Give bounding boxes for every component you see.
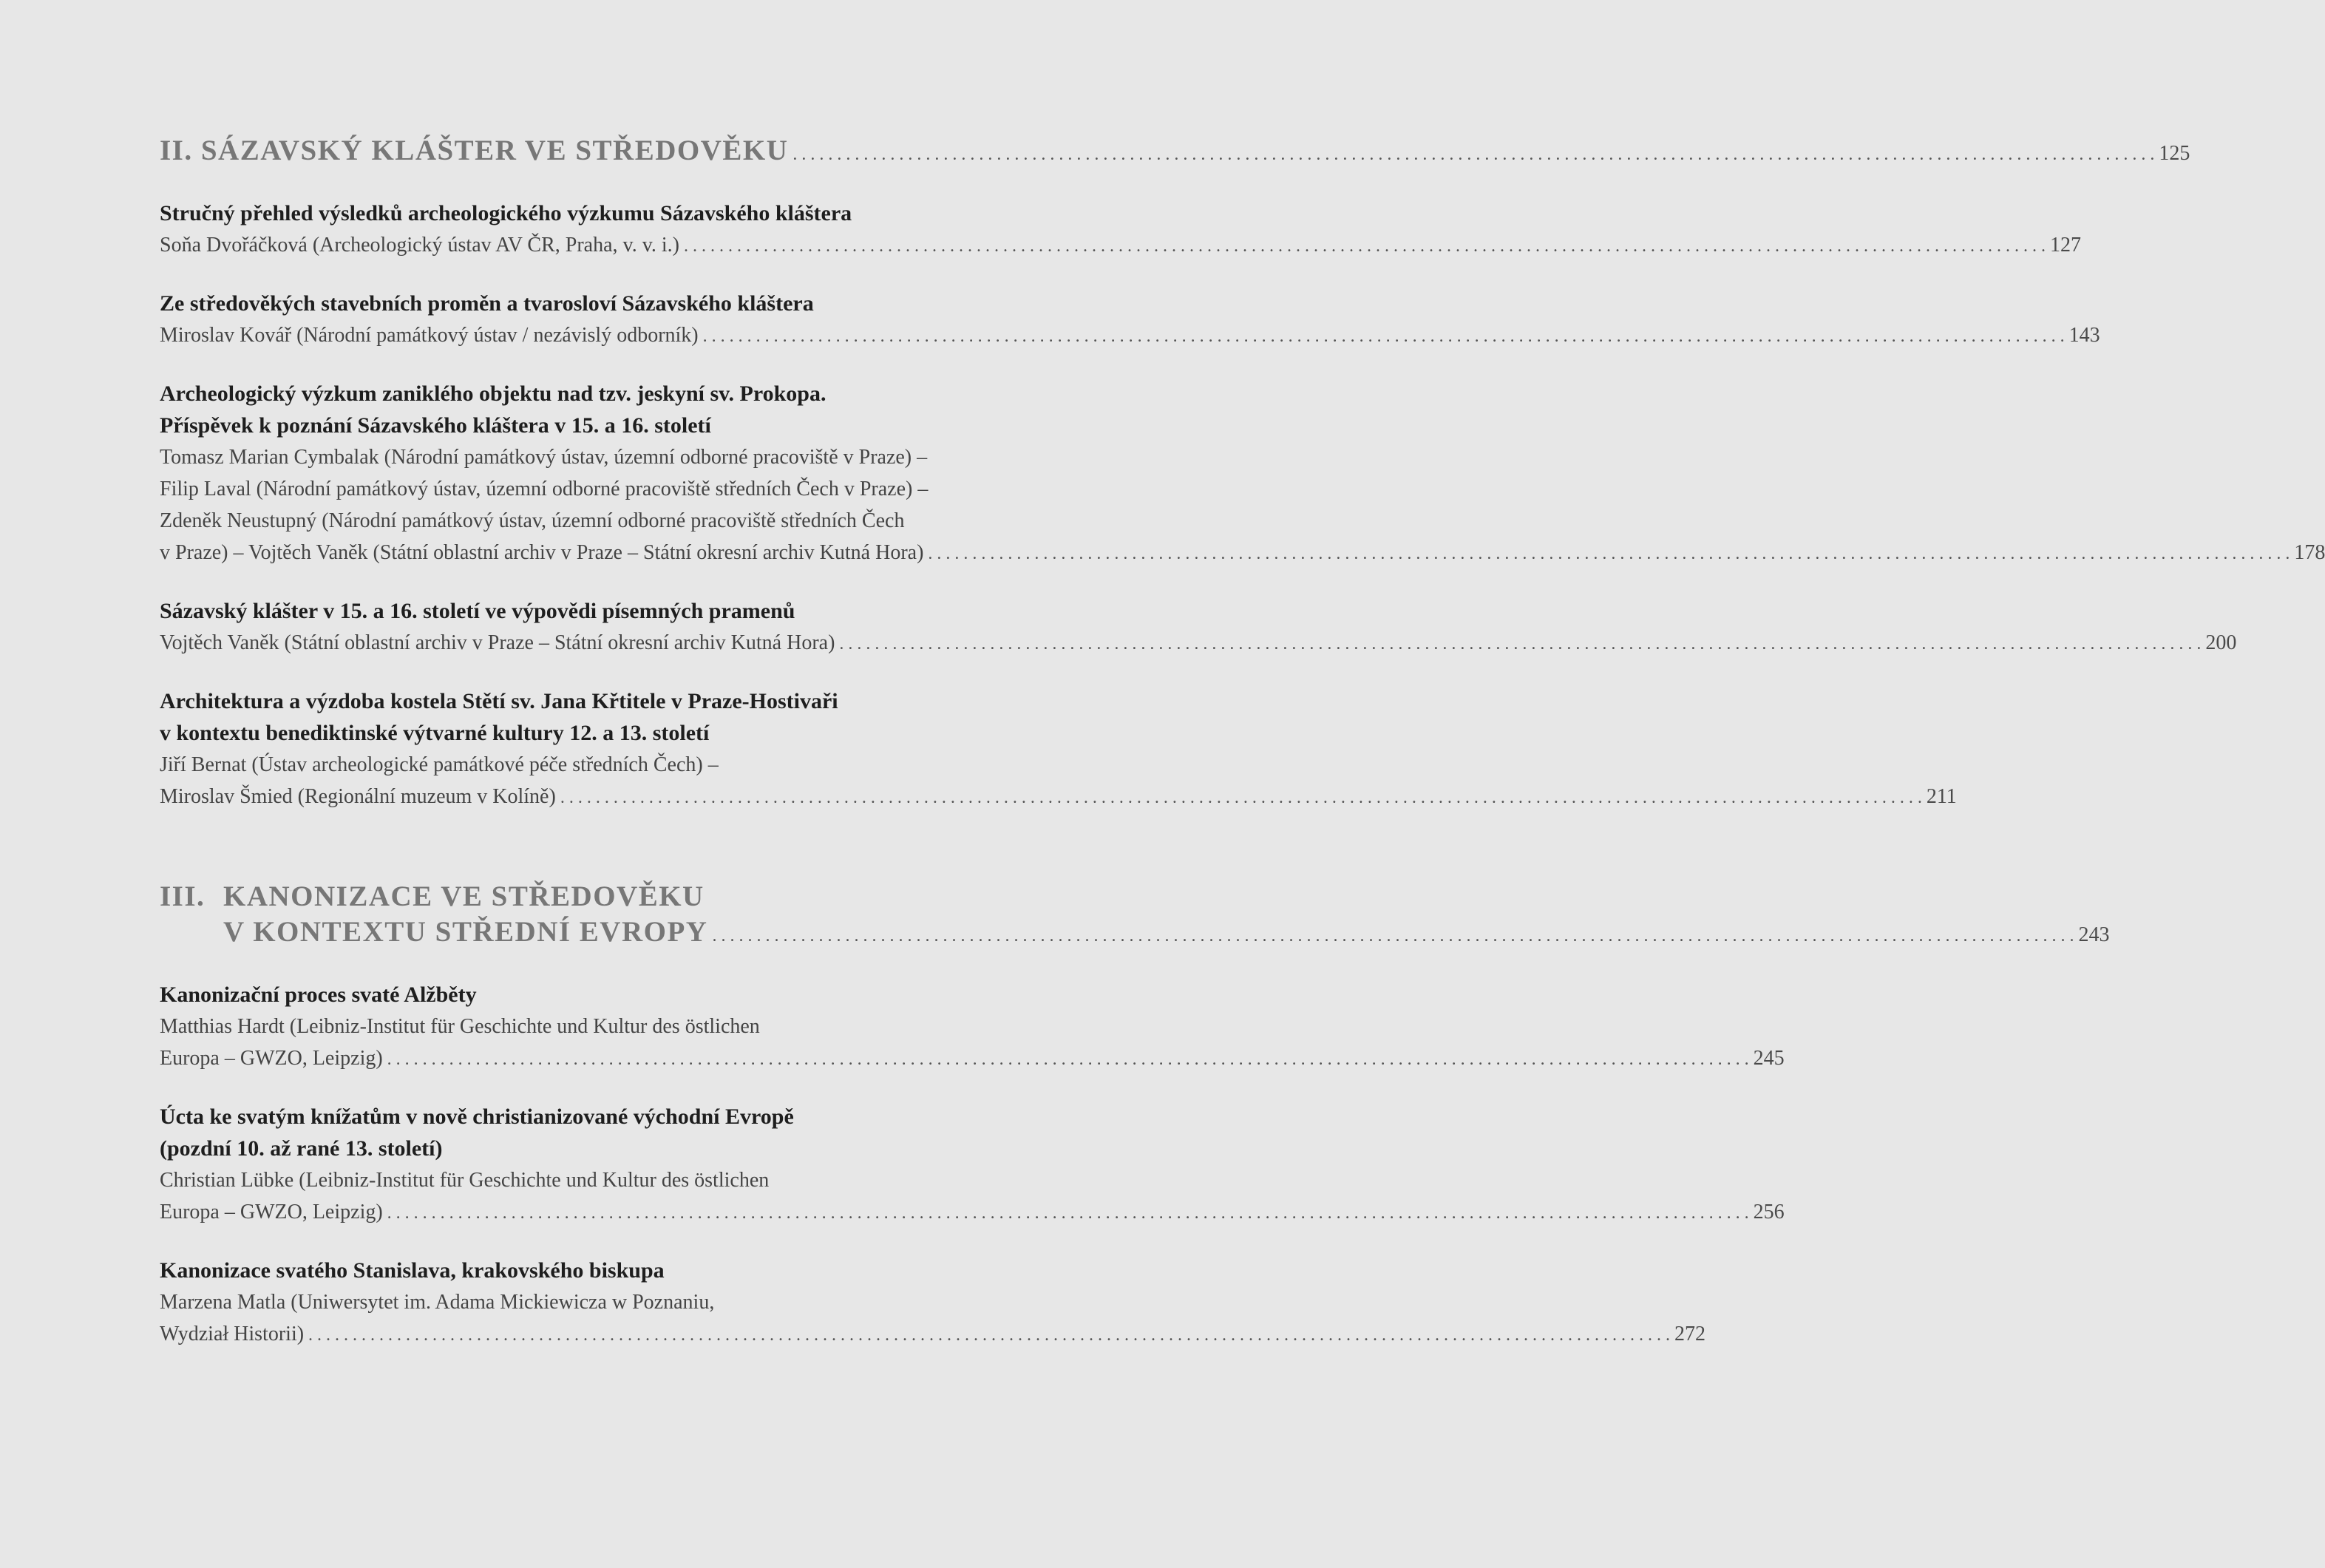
author-line: Wydział Historii) [160,1323,305,1345]
toc-entry [160,197,2081,262]
section-title-text: SÁZAVSKÝ KLÁŠTER VE STŘEDOVĚKU [200,135,789,166]
leader-dots [928,538,2290,570]
page-number: 245 [1753,1047,1785,1070]
entry-title-line: Stručný přehled výsledků archeologického výzkumu Sázavského kláštera [160,201,852,225]
author-line: Matthias Hardt (Leibniz-Institut für Geschichte und Kultur des östlichen [160,1015,760,1038]
entry-title-line: Ze středověkých stavebních proměn a tvarosloví Sázavského kláštera [160,291,814,316]
author-line: Marzena Matla (Uniwersytet im. Adama Mickiewicza w Poznaniu, [160,1291,715,1314]
entry-author [160,1164,1785,1229]
section-title-line: KANONIZACE VE STŘEDOVĚKU [223,880,705,912]
entry-title [160,595,1032,627]
author-line: Europa – GWZO, Leipzig) [160,1201,383,1223]
section-title-line: V KONTEXTU STŘEDNÍ EVROPY [223,916,708,948]
page-number: 211 [1926,785,1957,808]
toc-entry [160,1101,1785,1229]
section-iii [160,879,2110,1351]
toc-entry [160,979,1785,1076]
leader-dots [387,1198,1749,1229]
entry-author [160,627,2237,660]
entry-title [160,197,1032,229]
page-number: 125 [2159,142,2190,165]
page-number: 272 [1674,1323,1706,1345]
section-number: III. [160,880,206,912]
entry-title-line: v kontextu benediktinské výtvarné kultury 12. a 13. století [160,721,710,745]
entry-title [160,685,1032,749]
entry-title [160,979,1032,1011]
author-line: Miroslav Kovář (Národní památkový ústav / nezávislý odborník) [160,324,699,347]
entry-title [160,1101,1032,1164]
page-number: 200 [2205,631,2237,654]
table-of-contents [160,133,2325,1351]
toc-entry [160,595,2237,660]
author-line: Miroslav Šmied (Regionální muzeum v Kolíně) [160,785,556,808]
section-heading [160,879,2110,954]
entry-author [160,229,2081,262]
entry-author [160,441,2325,570]
author-line: Filip Laval (Národní památkový ústav, územní odborné pracoviště středních Čech v Praze) – [160,478,929,500]
leader-dots [792,137,2154,172]
author-line: Jiří Bernat (Ústav archeologické památkové péče středních Čech) – [160,753,719,776]
section-title [160,133,788,169]
entry-title-line: Příspěvek k poznání Sázavského kláštera v 15. a 16. století [160,413,711,438]
leader-dots [839,628,2201,660]
author-line: Christian Lübke (Leibniz-Institut für Geschichte und Kultur des östlichen [160,1169,770,1192]
leader-dots [712,918,2074,954]
entry-author [160,1011,1785,1076]
leader-dots [387,1044,1749,1076]
author-line: Tomasz Marian Cymbalak (Národní památkový ústav, územní odborné pracoviště v Praze) – [160,446,928,469]
author-line: Soňa Dvořáčková (Archeologický ústav AV ČR, Praha, v. v. i.) [160,234,679,257]
author-line: Vojtěch Vaněk (Státní oblastní archiv v Praze – Státní okresní archiv Kutná Hora) [160,631,835,654]
entry-author [160,749,1957,814]
section-heading [160,133,2190,172]
leader-dots [684,231,2046,262]
toc-entry [160,685,1957,814]
leader-dots [560,782,1922,814]
page-number: 243 [2078,923,2110,946]
entry-title-line: Archeologický výzkum zaniklého objektu nad tzv. jeskyní sv. Prokopa. [160,381,827,406]
section-number: II. [160,135,193,166]
leader-dots [308,1320,1670,1351]
page-number: 143 [2068,324,2100,347]
toc-entry [160,378,2325,570]
author-line: v Praze) – Vojtěch Vaněk (Státní oblastní archiv v Praze – Státní okresní archiv Kutná Hora) [160,541,924,564]
entry-title-line: Architektura a výzdoba kostela Stětí sv. Jana Křtitele v Praze-Hostivaři [160,689,838,713]
page-number: 178 [2294,541,2325,564]
entry-author [160,1286,1706,1351]
toc-entry [160,288,2100,353]
section-ii [160,133,2325,814]
leader-dots [703,321,2065,353]
entry-title [160,288,1032,319]
entry-title [160,1255,1032,1286]
page-number: 256 [1753,1201,1785,1223]
author-line: Europa – GWZO, Leipzig) [160,1047,383,1070]
entry-title [160,378,1032,441]
entry-title-line: (pozdní 10. až rané 13. století) [160,1136,443,1161]
author-line: Zdeněk Neustupný (Národní památkový ústav, územní odborné pracoviště středních Čech [160,509,905,532]
entry-author [160,319,2100,353]
entry-title-line: Kanonizace svatého Stanislava, krakovského biskupa [160,1258,665,1283]
entry-title-line: Kanonizační proces svaté Alžběty [160,982,477,1007]
page-number: 127 [2050,234,2081,257]
entry-title-line: Úcta ke svatým knížatům v nově christianizované východní Evropě [160,1104,794,1129]
toc-entry [160,1255,1706,1351]
entry-title-line: Sázavský klášter v 15. a 16. století ve výpovědi písemných pramenů [160,599,795,623]
